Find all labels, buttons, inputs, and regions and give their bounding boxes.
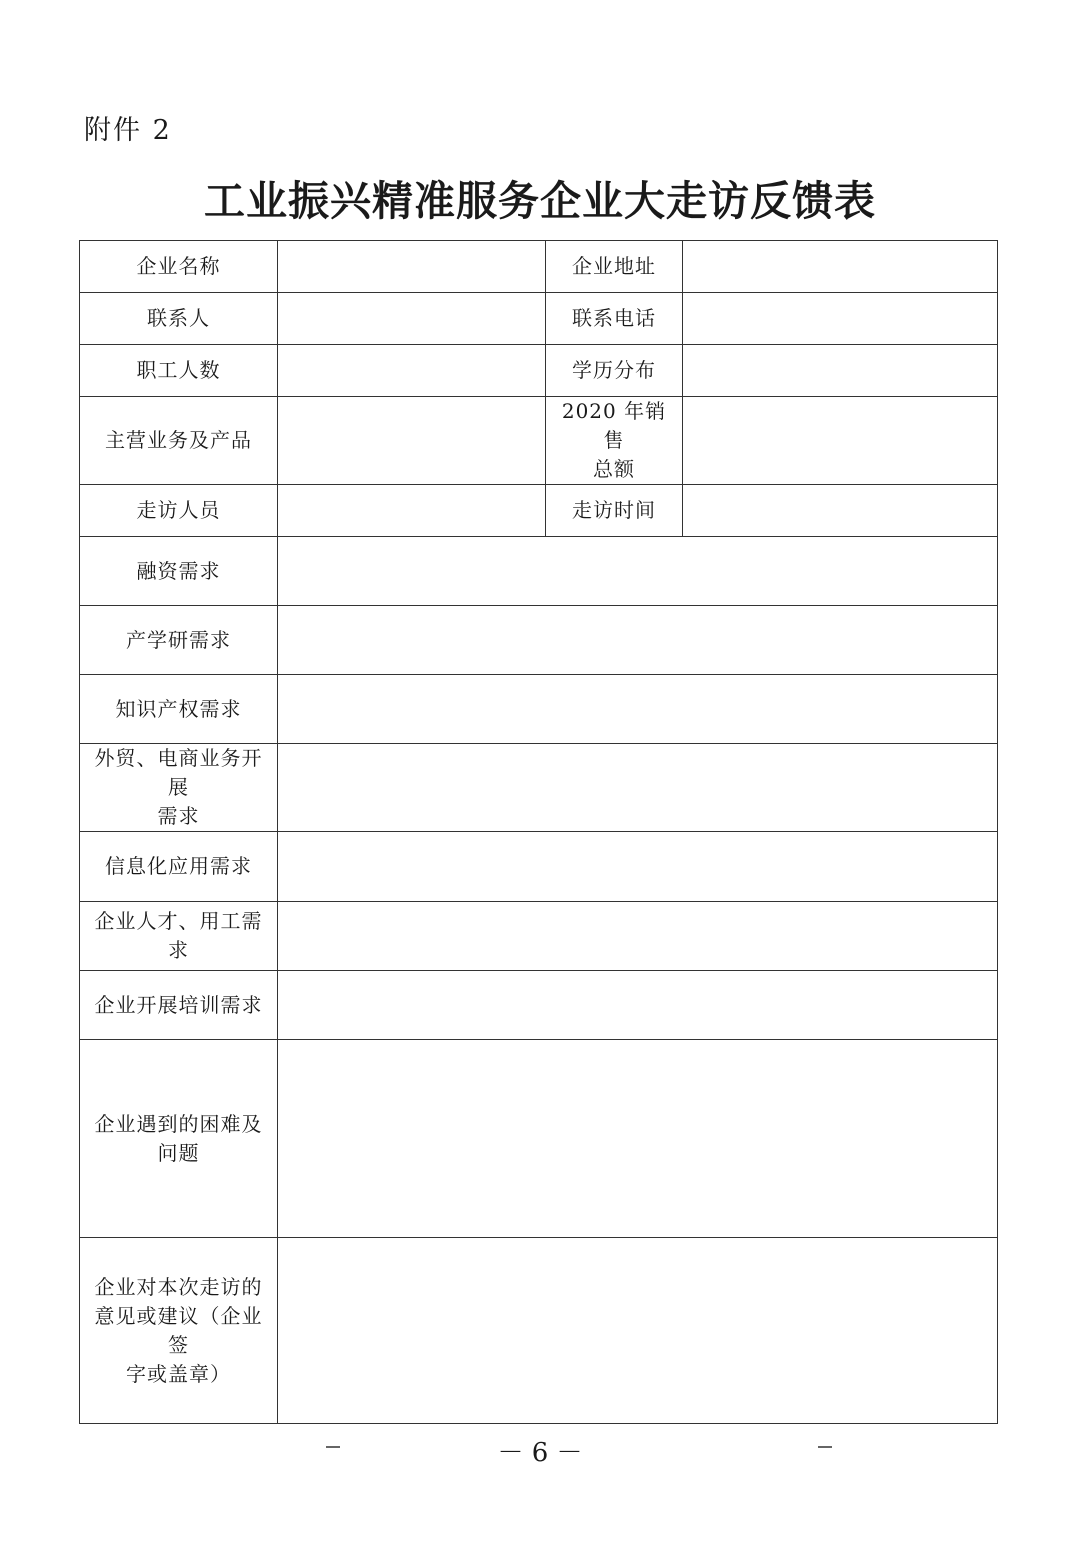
difficulties-label-line2: 问题 [157, 1140, 200, 1165]
financing-label: 融资需求 [80, 537, 278, 606]
page-number: － 6 － [497, 1438, 583, 1468]
table-row [80, 397, 998, 485]
employee-count-field[interactable] [278, 345, 546, 397]
table-row [80, 485, 998, 537]
feedback-label-line1: 企业对本次走访的 [94, 1274, 263, 1299]
table-row [80, 537, 998, 606]
financing-field[interactable] [278, 537, 998, 606]
visitors-field[interactable] [278, 485, 546, 537]
training-label: 企业开展培训需求 [80, 971, 278, 1040]
talent-field[interactable] [278, 902, 998, 971]
table-row [80, 606, 998, 675]
feedback-form-table [79, 240, 998, 1424]
education-field[interactable] [683, 345, 998, 397]
table-row [80, 345, 998, 397]
informatization-label: 信息化应用需求 [80, 832, 278, 902]
visit-time-label: 走访时间 [546, 485, 683, 537]
table-row [80, 832, 998, 902]
feedback-label-line3: 字或盖章） [126, 1361, 231, 1386]
table-row [80, 241, 998, 293]
contact-person-field[interactable] [278, 293, 546, 345]
contact-phone-field[interactable] [683, 293, 998, 345]
company-name-field[interactable] [278, 241, 546, 293]
scan-mark [818, 1446, 832, 1448]
visit-time-field[interactable] [683, 485, 998, 537]
attachment-label: 附件 2 [84, 115, 172, 146]
sales-2020-label [546, 397, 683, 485]
ip-label: 知识产权需求 [80, 675, 278, 744]
table-row [80, 1040, 998, 1238]
table-row [80, 675, 998, 744]
difficulties-label-line1: 企业遇到的困难及 [94, 1111, 263, 1136]
trade-label-line2: 需求 [157, 804, 200, 828]
iur-field[interactable] [278, 606, 998, 675]
sales-2020-field[interactable] [683, 397, 998, 485]
employee-count-label: 职工人数 [80, 345, 278, 397]
form-title: 工业振兴精准服务企业大走访反馈表 [204, 177, 876, 225]
company-name-label: 企业名称 [80, 241, 278, 293]
table-row [80, 1238, 998, 1424]
visitors-label: 走访人员 [80, 485, 278, 537]
trade-label [80, 744, 278, 832]
scan-mark [326, 1446, 340, 1448]
table-row [80, 744, 998, 832]
education-label: 学历分布 [546, 345, 683, 397]
contact-person-label: 联系人 [80, 293, 278, 345]
table-row [80, 902, 998, 971]
company-address-label: 企业地址 [546, 241, 683, 293]
main-business-field[interactable] [278, 397, 546, 485]
ip-field[interactable] [278, 675, 998, 744]
feedback-label-line2: 意见或建议（企业签 [94, 1303, 263, 1357]
feedback-label [80, 1238, 278, 1424]
table-row [80, 971, 998, 1040]
trade-field[interactable] [278, 744, 998, 832]
main-business-label: 主营业务及产品 [80, 397, 278, 485]
talent-label: 企业人才、用工需求 [80, 902, 278, 971]
informatization-field[interactable] [278, 832, 998, 902]
training-field[interactable] [278, 971, 998, 1040]
sales-2020-label-line2: 总额 [593, 457, 635, 481]
iur-label: 产学研需求 [80, 606, 278, 675]
table-row [80, 293, 998, 345]
company-address-field[interactable] [683, 241, 998, 293]
trade-label-line1: 外贸、电商业务开展 [94, 746, 263, 799]
feedback-field[interactable] [278, 1238, 998, 1424]
difficulties-label [80, 1040, 278, 1238]
contact-phone-label: 联系电话 [546, 293, 683, 345]
sales-2020-label-line1: 2020 年销售 [561, 399, 667, 452]
difficulties-field[interactable] [278, 1040, 998, 1238]
